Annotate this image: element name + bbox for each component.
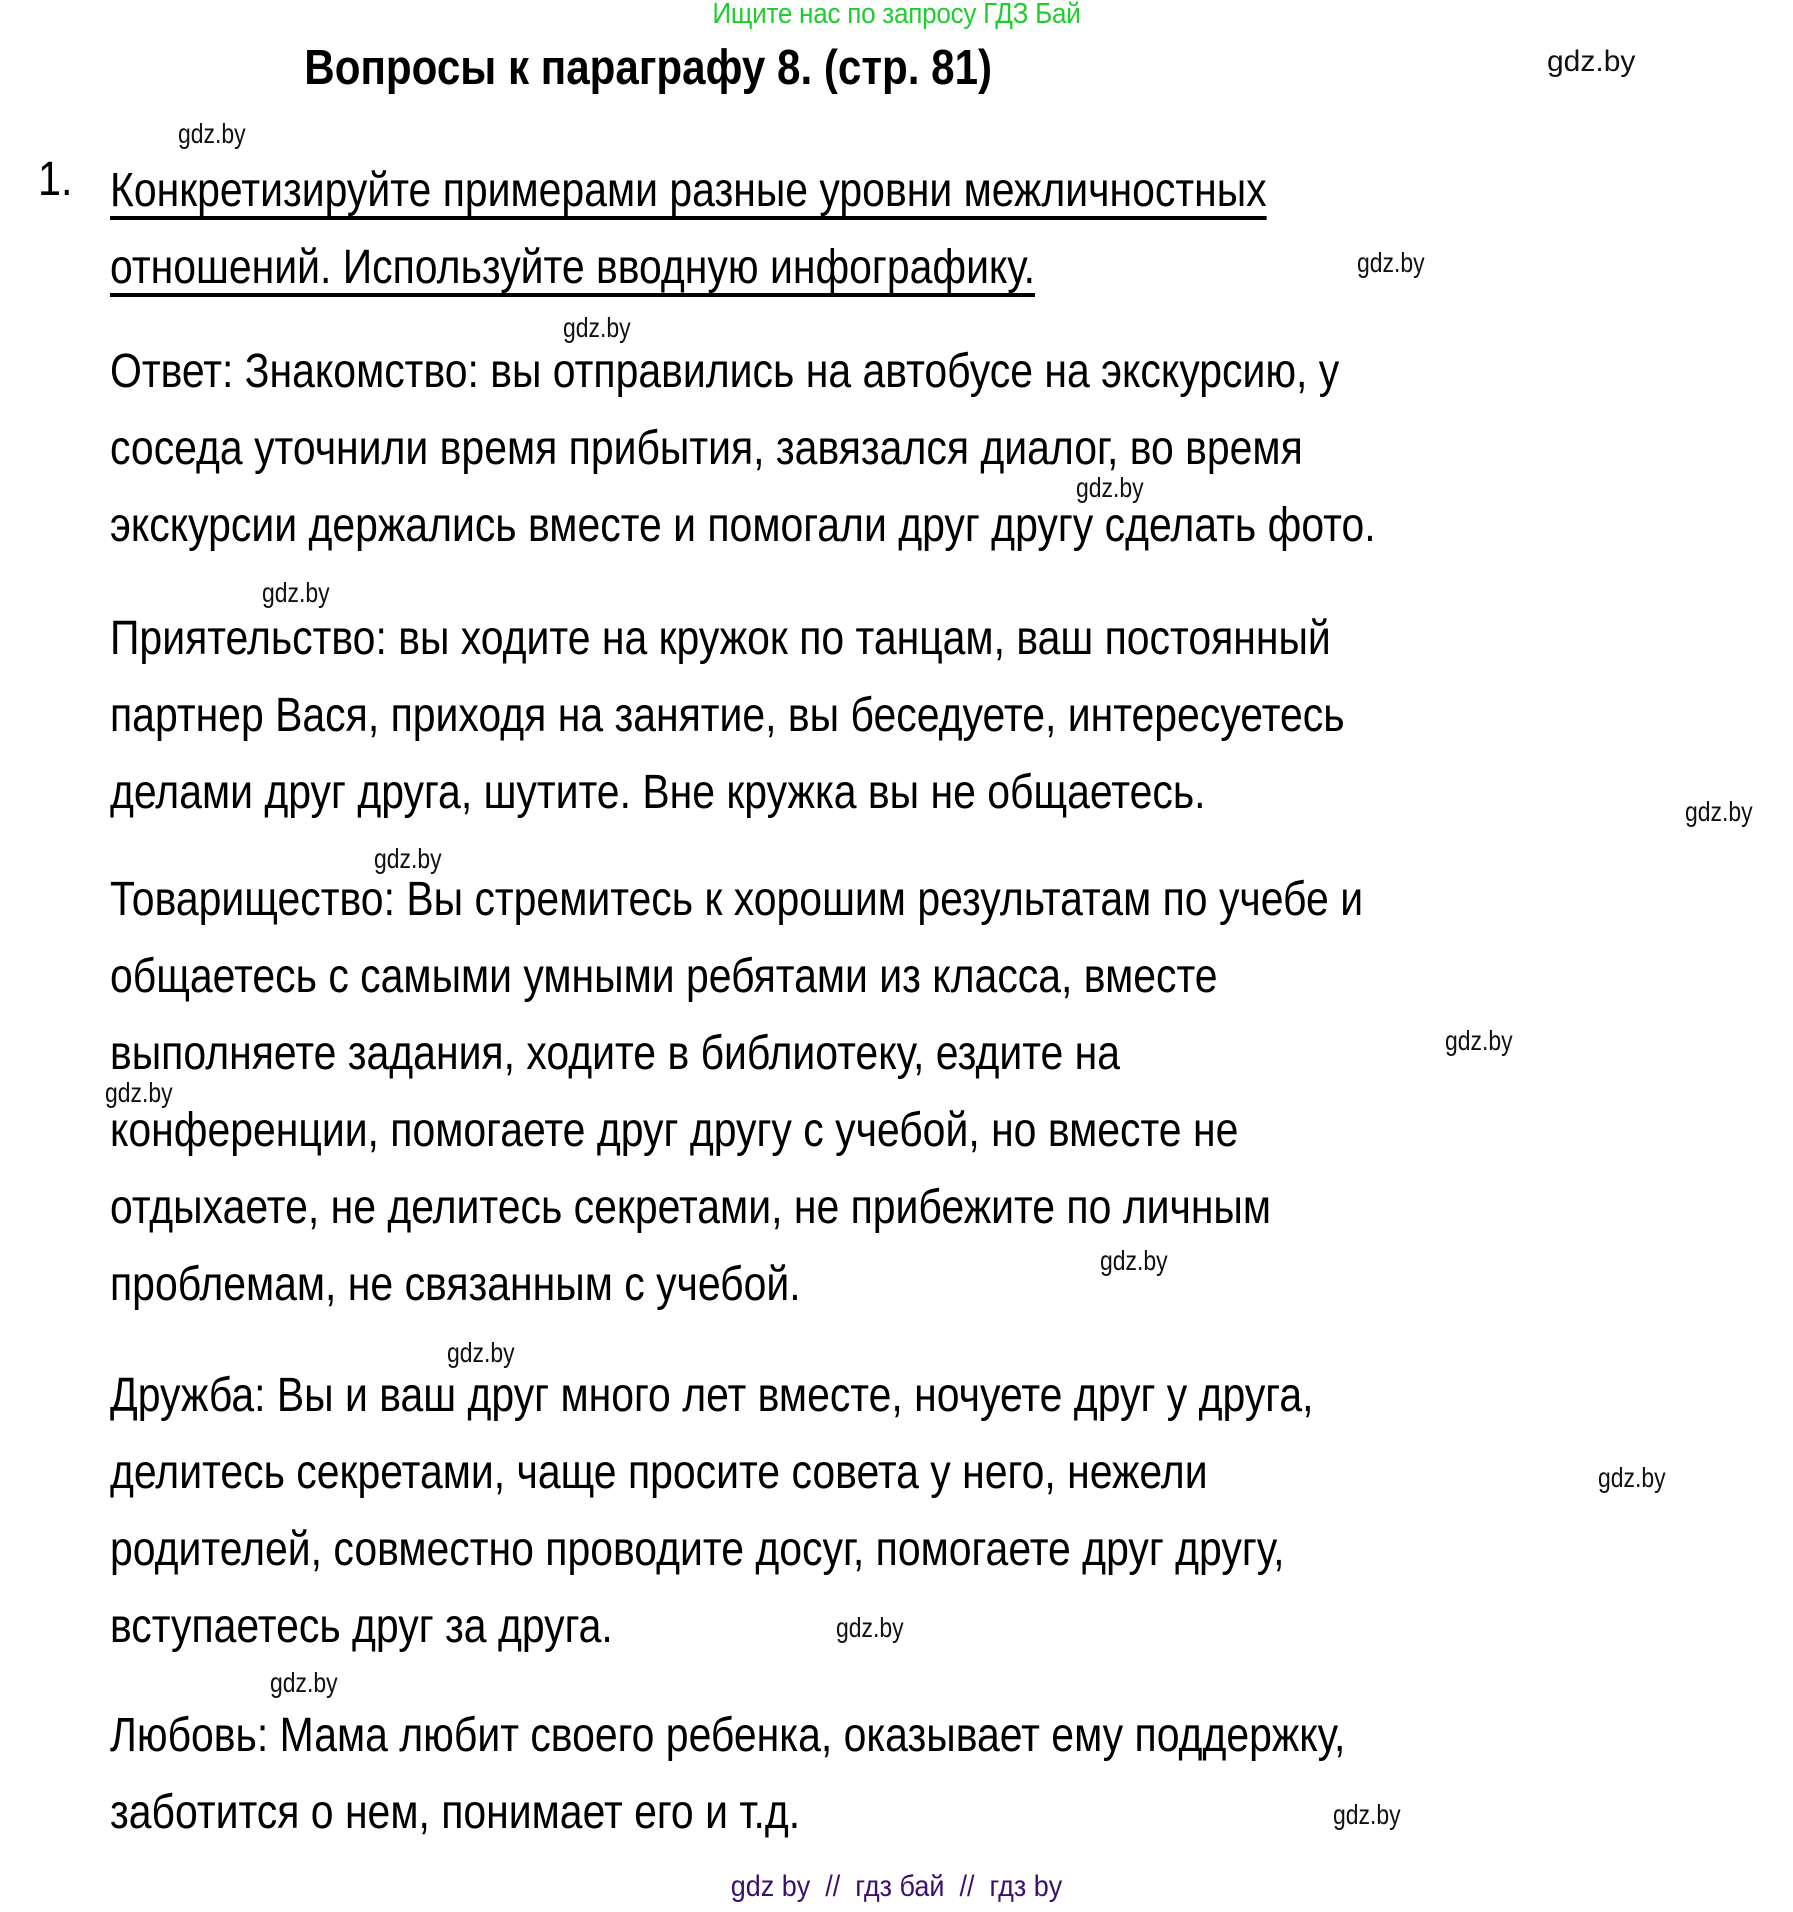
answer-line: выполняете задания, ходите в библиотеку, ездите на: [110, 1027, 1121, 1080]
footer-branding: [90, 1870, 1704, 1904]
answer-line: Дружба: Вы и ваш друг много лет вместе, ночуете друг у друга,: [110, 1369, 1314, 1422]
watermark: gdz.by: [1547, 45, 1636, 78]
answer-paragraph-love: [110, 1697, 1345, 1851]
answer-line: отдыхаете, не делитесь секретами, не прибежите по личным: [110, 1181, 1272, 1234]
watermark: gdz.by: [1333, 1799, 1401, 1830]
watermark: gdz.by: [447, 1337, 515, 1368]
answer-line: Приятельство: вы ходите на кружок по танцам, ваш постоянный: [110, 612, 1331, 665]
watermark: gdz.by: [836, 1612, 904, 1643]
watermark: gdz.by: [374, 843, 442, 874]
answer-line: делами друг друга, шутите. Вне кружка вы не общаетесь.: [110, 766, 1206, 819]
answer-line: заботится о нем, понимает его и т.д.: [110, 1786, 801, 1839]
answer-line: конференции, помогаете друг другу с учебой, но вместе не: [110, 1104, 1239, 1157]
answer-line: соседа уточнили время прибытия, завязался диалог, во время: [110, 422, 1303, 475]
watermark: gdz.by: [178, 118, 246, 149]
watermark: gdz.by: [1685, 796, 1753, 827]
watermark: gdz.by: [563, 312, 631, 343]
watermark: gdz.by: [262, 577, 330, 608]
page-title: [0, 40, 1534, 96]
answer-line: Любовь: Мама любит своего ребенка, оказывает ему поддержку,: [110, 1709, 1346, 1762]
question-line: отношений. Используйте вводную инфографику.: [110, 241, 1036, 294]
answer-line: вступаетесь друг за друга.: [110, 1600, 613, 1653]
answer-line: экскурсии держались вместе и помогали друг другу сделать фото.: [110, 499, 1376, 552]
answer-line: проблемам, не связанным с учебой.: [110, 1258, 801, 1311]
answer-paragraph-fellowship: [110, 600, 1345, 831]
search-promo-banner: Ищите нас по запросу ГДЗ Бай: [712, 0, 1081, 30]
answer-line: Ответ: Знакомство: вы отправились на автобусе на экскурсию, у: [110, 345, 1340, 398]
answer-paragraph-friendship: [110, 1357, 1313, 1665]
question-text: [110, 152, 1267, 306]
watermark: gdz.by: [1076, 472, 1144, 503]
answer-line: партнер Вася, приходя на занятие, вы беседуете, интересуетесь: [110, 689, 1345, 742]
answer-line: делитесь секретами, чаще просите совета у него, нежели: [110, 1446, 1208, 1499]
watermark: gdz.by: [105, 1077, 173, 1108]
page-title-text: Вопросы к параграфу 8. (стр. 81): [304, 41, 993, 95]
answer-line: родителей, совместно проводите досуг, помогаете друг другу,: [110, 1523, 1285, 1576]
answer-paragraph-comradeship: [110, 861, 1363, 1323]
watermark: gdz.by: [1445, 1025, 1513, 1056]
footer-text: gdz by // гдз бай // гдз by: [730, 1870, 1063, 1903]
watermark: gdz.by: [1357, 247, 1425, 278]
answer-line: общаетесь с самыми умными ребятами из класса, вместе: [110, 950, 1218, 1003]
answer-line: Товарищество: Вы стремитесь к хорошим результатам по учебе и: [110, 873, 1364, 926]
question-number: 1.: [38, 153, 73, 206]
watermark: gdz.by: [1598, 1462, 1666, 1493]
watermark: gdz.by: [270, 1667, 338, 1698]
watermark: gdz.by: [1100, 1245, 1168, 1276]
question-line: Конкретизируйте примерами разные уровни межличностных: [110, 164, 1267, 217]
answer-paragraph-acquaintance: [110, 333, 1376, 564]
